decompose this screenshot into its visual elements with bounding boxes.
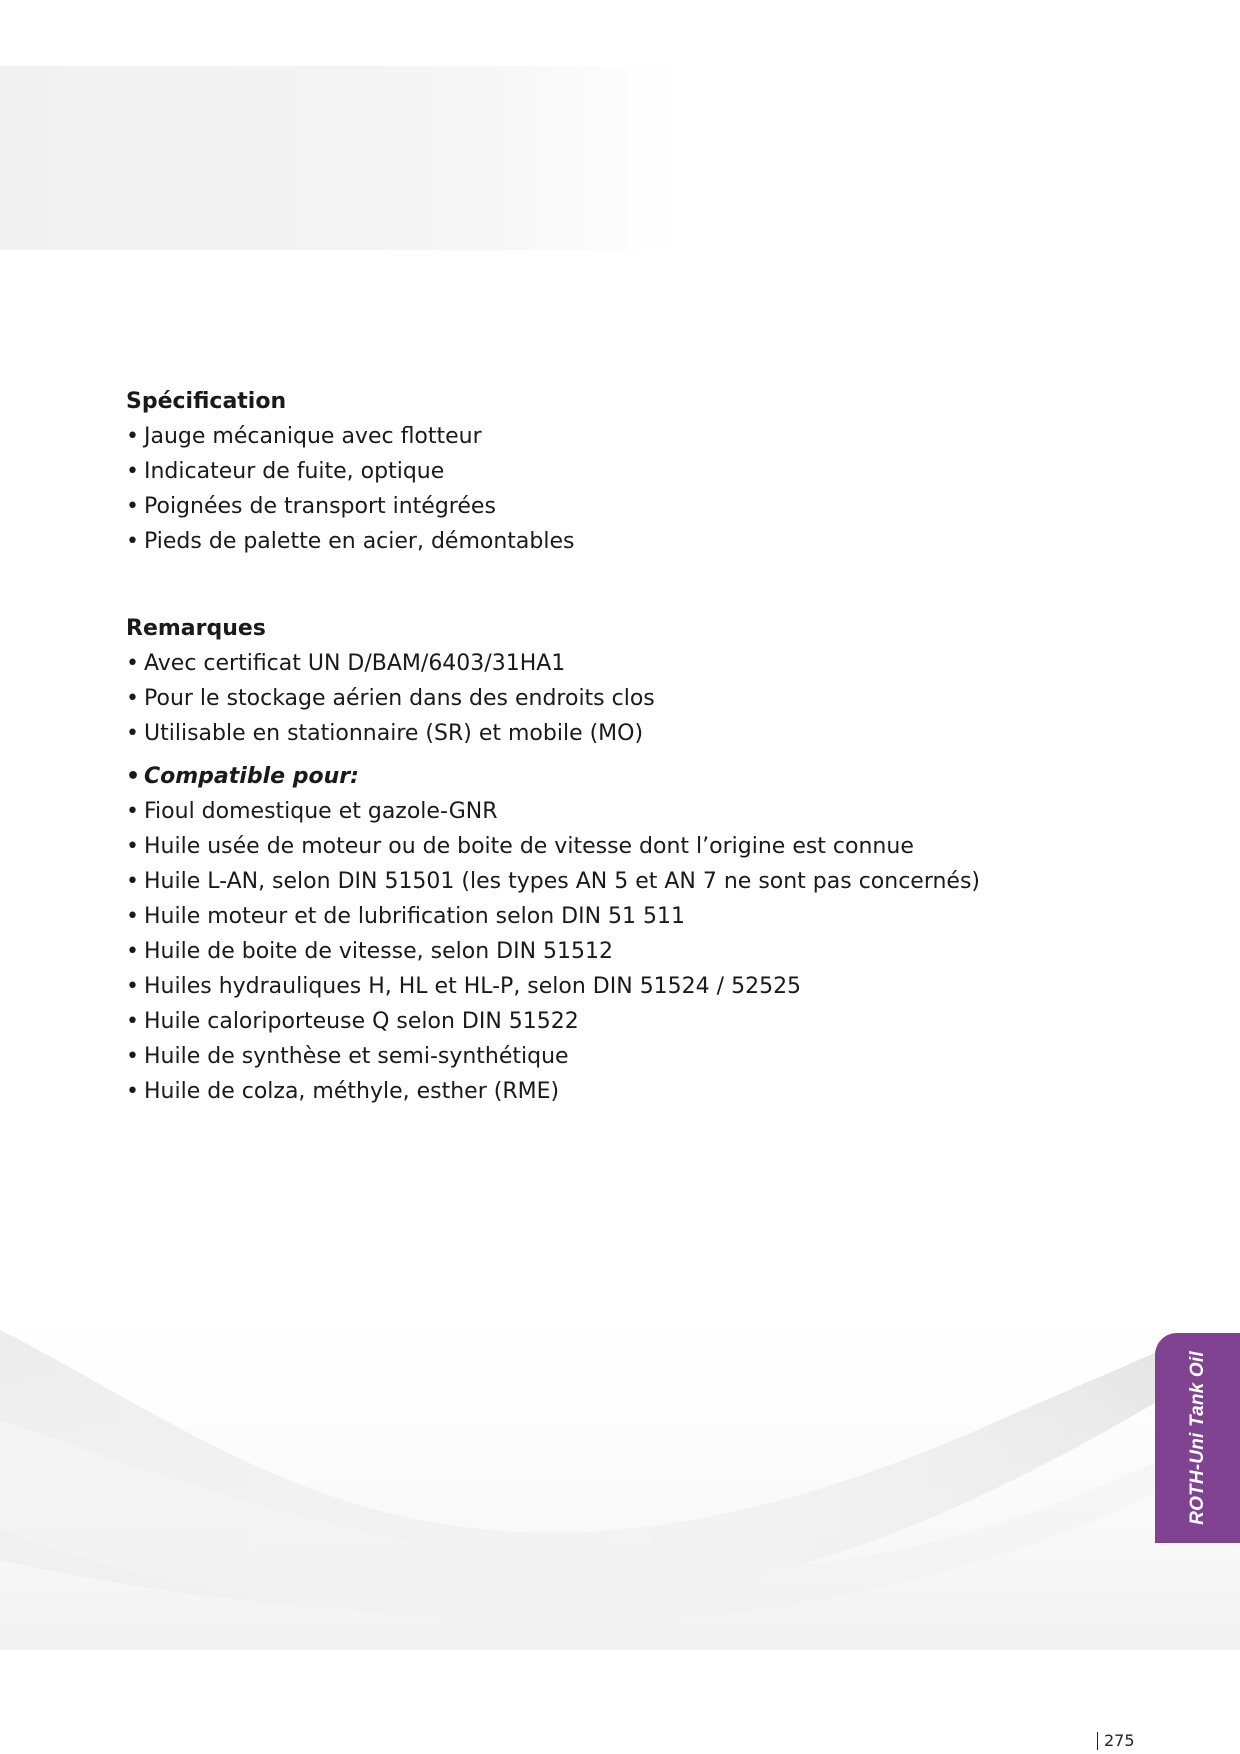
list-item: • Huile de synthèse et semi-synthétique bbox=[126, 1039, 1126, 1074]
chapter-tab-label: ROTH-Uni Tank Oil bbox=[1186, 1351, 1208, 1525]
list-item: • Fioul domestique et gazole-GNR bbox=[126, 794, 1126, 829]
list-item: • Utilisable en stationnaire (SR) et mobile (MO) bbox=[126, 716, 1126, 751]
list-item: • Huile usée de moteur ou de boite de vitesse dont l’origine est connue bbox=[126, 829, 1126, 864]
list-item: • Pieds de palette en acier, démontables bbox=[126, 524, 1126, 559]
specification-list bbox=[126, 419, 1126, 559]
header-band bbox=[0, 66, 680, 250]
list-item: • Huile caloriporteuse Q selon DIN 51522 bbox=[126, 1004, 1126, 1039]
list-item: • Huile L-AN, selon DIN 51501 (les types AN 5 et AN 7 ne sont pas concernés) bbox=[126, 864, 1126, 899]
specification-title: Spécification bbox=[126, 389, 287, 414]
remarks-title: Remarques bbox=[126, 616, 266, 641]
main-content bbox=[126, 384, 1126, 1109]
specification-section bbox=[126, 384, 1126, 559]
list-item: • Pour le stockage aérien dans des endroits clos bbox=[126, 681, 1126, 716]
list-item: • Huile moteur et de lubrification selon DIN 51 511 bbox=[126, 899, 1126, 934]
list-item: • Indicateur de fuite, optique bbox=[126, 454, 1126, 489]
list-item: • Avec certificat UN D/BAM/6403/31HA1 bbox=[126, 646, 1126, 681]
list-item: • Poignées de transport intégrées bbox=[126, 489, 1126, 524]
compatible-label: • Compatible pour: bbox=[126, 759, 1126, 794]
remarks-list bbox=[126, 646, 1126, 1109]
list-item: • Jauge mécanique avec flotteur bbox=[126, 419, 1126, 454]
list-item: • Huile de colza, méthyle, esther (RME) bbox=[126, 1074, 1126, 1109]
decorative-splash-image bbox=[0, 1270, 1240, 1650]
remarks-section bbox=[126, 611, 1126, 1109]
list-item: • Huiles hydrauliques H, HL et HL-P, selon DIN 51524 / 52525 bbox=[126, 969, 1126, 1004]
chapter-tab bbox=[1155, 1333, 1240, 1543]
page-number: 275 bbox=[1097, 1732, 1135, 1750]
list-item: • Huile de boite de vitesse, selon DIN 51512 bbox=[126, 934, 1126, 969]
